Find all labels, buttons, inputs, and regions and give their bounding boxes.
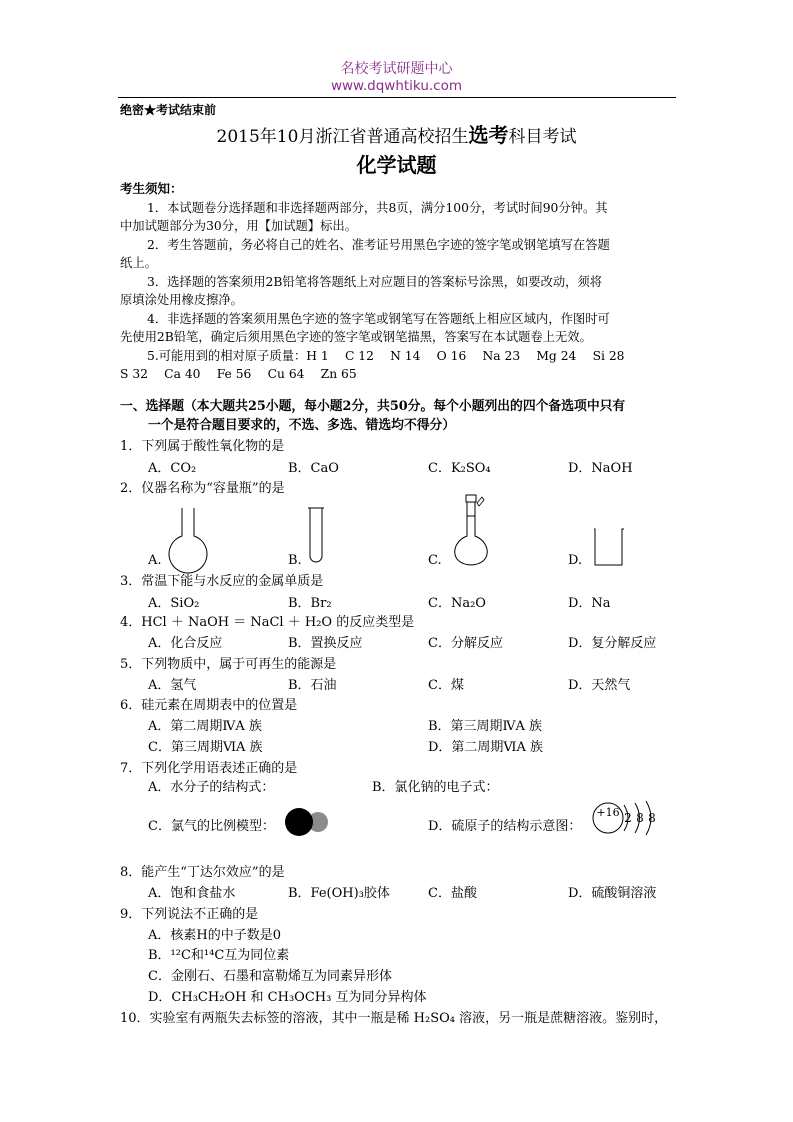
notice-line: 3．选择题的答案须用2B铅笔将答题纸上对应题目的答案标号涂黑，如要改动，须将 [147,275,603,289]
chlorine-space-filling-model [283,806,333,838]
exam-title: 2015年10月浙江省普通高校招生选考科目考试 [216,123,577,147]
notice-line: 5.可能用到的相对原子质量：H 1 C 12 N 14 O 16 Na 23 Mg 24 Si 28 [147,349,625,363]
q9-option-d: D．CH₃CH₂OH 和 CH₃OCH₃ 互为同分异构体 [148,990,427,1005]
volumetric-flask-icon [446,492,498,570]
site-url[interactable]: www.dqwhtiku.com [330,78,463,94]
q8-option-d: D．硫酸铜溶液 [568,886,657,901]
test-tube-icon [306,506,326,566]
q4-option-c: C．分解反应 [428,636,503,651]
q5-option-c: C．煤 [428,678,464,693]
exam-subject: 化学试题 [356,153,437,177]
question-4-stem: 4．HCl ＋ NaOH ＝ NaCl ＋ H₂O 的反应类型是 [120,615,415,630]
q3-option-a: A．SiO₂ [148,596,200,611]
q4-option-a: A．化合反应 [148,636,223,651]
q6-option-a: A．第二周期ⅣA 族 [148,719,262,734]
q2-option-d: D. [568,553,583,568]
section-heading: 一、选择题（本大题共25小题，每小题2分，共50分。每个小题列出的四个备选项中只有 [120,399,626,414]
q1-option-b: B．CaO [288,461,339,476]
q8-option-b: B．Fe(OH)₃胶体 [288,886,390,901]
q3-option-b: B．Br₂ [288,596,332,611]
question-9-stem: 9．下列说法不正确的是 [120,907,259,922]
question-10-stem: 10．实验室有两瓶失去标签的溶液，其中一瓶是稀 H₂SO₄ 溶液，另一瓶是蔗糖溶液。鉴别时， [120,1011,668,1026]
q1-option-c: C．K₂SO₄ [428,461,491,476]
q1-option-d: D．NaOH [568,461,633,476]
question-2-stem: 2．仪器名称为“容量瓶”的是 [120,481,285,496]
q5-option-a: A．氢气 [148,678,197,693]
q7-option-b: B．氯化钠的电子式： [372,780,499,795]
nucleus-charge: +16 [596,806,620,819]
q9-option-b: B．¹²C和¹⁴C互为同位素 [148,948,290,963]
q6-option-c: C．第三周期ⅥA 族 [148,740,263,755]
notice-line: 中加试题部分为30分，用【加试题】标出。 [120,219,357,233]
notice-line: 2．考生答题前，务必将自己的姓名、准考证号用黑色字迹的签字笔或钢笔填写在答题 [147,238,610,252]
q6-option-d: D．第二周期ⅥA 族 [428,740,544,755]
notice-heading: 考生须知： [120,181,183,196]
question-3-stem: 3．常温下能与水反应的金属单质是 [120,574,324,589]
notice-line: 先使用2B铅笔，确定后须用黑色字迹的签字笔或钢笔描黑，答案写在本试题卷上无效。 [120,330,592,344]
q7-option-c: C．氯气的比例模型： [148,819,275,834]
q9-option-a: A．核素H的中子数是0 [148,928,281,943]
q2-option-a: A. [148,553,162,568]
header-rule [118,97,676,98]
shell-electrons-2: 8 [636,811,644,825]
q8-option-c: C．盐酸 [428,886,477,901]
round-flask-icon [163,506,213,568]
notice-line: 原填涂处用橡皮擦净。 [120,293,243,307]
secret-label: 绝密★考试结束前 [120,103,217,117]
section-heading-cont: 一个是符合题目要求的，不选、多选、错选均不得分） [148,418,456,433]
sulfur-atom-diagram [590,796,670,848]
notice-line: 1．本试题卷分选择题和非选择题两部分，共8页，满分100分，考试时间90分钟。其 [147,201,608,215]
q4-option-d: D．复分解反应 [568,636,657,651]
q3-option-d: D．Na [568,596,611,611]
q5-option-b: B．石油 [288,678,337,693]
site-name: 名校考试研题中心 [340,61,453,77]
q2-option-b: B. [288,553,302,568]
question-1-stem: 1．下列属于酸性氧化物的是 [120,439,285,454]
shell-electrons-3: 8 [648,811,656,825]
q6-option-b: B．第三周期ⅣA 族 [428,719,543,734]
notice-line: 4．非选择题的答案须用黑色字迹的签字笔或钢笔写在答题纸上相应区域内，作图时可 [147,312,610,326]
beaker-icon [592,527,626,567]
q7-option-d: D．硫原子的结构示意图： [428,819,582,834]
q1-option-a: A．CO₂ [148,461,197,476]
q8-option-a: A．饱和食盐水 [148,886,236,901]
question-6-stem: 6．硅元素在周期表中的位置是 [120,698,298,713]
notice-line: S 32 Ca 40 Fe 56 Cu 64 Zn 65 [120,367,357,381]
question-7-stem: 7．下列化学用语表述正确的是 [120,761,298,776]
question-5-stem: 5．下列物质中，属于可再生的能源是 [120,657,337,672]
q7-option-a: A．水分子的结构式： [148,780,275,795]
notice-line: 纸上。 [120,256,157,270]
q2-option-c: C. [428,553,442,568]
question-8-stem: 8．能产生“丁达尔效应”的是 [120,865,285,880]
q3-option-c: C．Na₂O [428,596,486,611]
q5-option-d: D．天然气 [568,678,631,693]
q4-option-b: B．置换反应 [288,636,363,651]
q9-option-c: C．金刚石、石墨和富勒烯互为同素异形体 [148,969,392,984]
shell-electrons-1: 2 [624,811,632,825]
